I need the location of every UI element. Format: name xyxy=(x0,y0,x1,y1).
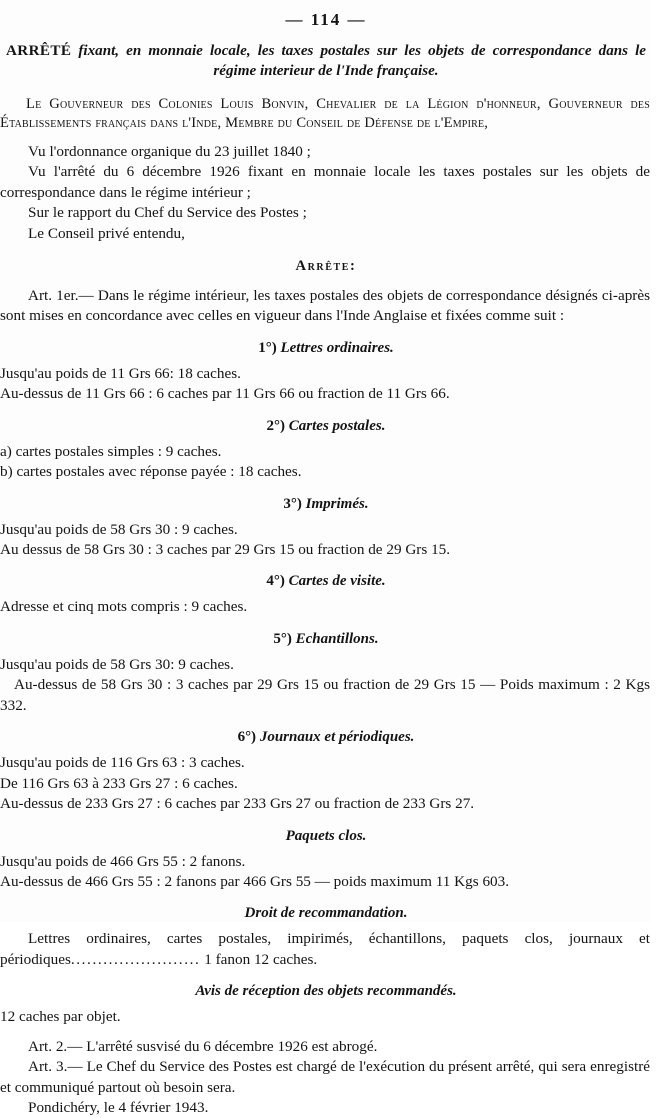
section-heading-cartes-de-visite xyxy=(0,573,652,590)
section-title: Paquets clos. xyxy=(285,827,367,844)
tariff-line: Jusqu'au poids de 466 Grs 55 : 2 fanons. xyxy=(0,852,246,870)
tariff-line: b) cartes postales avec réponse payée : 18 caches. xyxy=(0,463,302,481)
article-2: Art. 2.— L'arrêté susvisé du 6 décembre 1926 est abrogé. xyxy=(28,1037,378,1055)
section-lines-cartes-de-visite xyxy=(0,597,652,617)
section-lines-journaux xyxy=(0,753,652,814)
document-title-rest: fixant, en monnaie locale, les taxes postales sur les objets de correspondance dans le régime interieur de l'Inde française. xyxy=(71,43,646,79)
tariff-line: Au-dessus de 11 Grs 66 : 6 caches par 11 Grs 66 ou fraction de 11 Grs 66. xyxy=(0,385,450,403)
section-heading-journaux xyxy=(0,729,652,746)
section-number: 1°) xyxy=(258,339,277,356)
recommandation-fee-line xyxy=(0,929,652,970)
recital-4: Le Conseil privé entendu, xyxy=(28,224,185,242)
section-lines-avis-de-reception xyxy=(0,1007,652,1027)
section-heading-avis-de-reception xyxy=(0,983,652,1000)
recommandation-price: 1 fanon 12 caches. xyxy=(200,950,318,968)
section-title: Imprimés. xyxy=(305,495,369,512)
recital-1: Vu l'ordonnance organique du 23 juillet 1840 ; xyxy=(28,142,311,160)
document-title-lead: ARRÊTÉ xyxy=(6,43,72,59)
place-and-date: Pondichéry, le 4 février 1943. xyxy=(28,1099,209,1117)
section-lines-echantillons xyxy=(0,655,652,716)
tariff-line: Adresse et cinq mots compris : 9 caches. xyxy=(0,598,248,616)
section-heading-paquets-clos xyxy=(0,828,652,845)
recital-2: Vu l'arrêté du 6 décembre 1926 fixant en monnaie locale les taxes postales sur les objets de correspondance dans le régime intérieur ; xyxy=(0,163,650,201)
section-lines-cartes-postales xyxy=(0,442,652,483)
section-heading-echantillons xyxy=(0,631,652,648)
tariff-line: a) cartes postales simples : 9 caches. xyxy=(0,442,222,460)
section-number: 5°) xyxy=(273,630,292,647)
section-title: Journaux et périodiques. xyxy=(259,729,415,746)
tariff-line: Jusqu'au poids de 116 Grs 63 : 3 caches. xyxy=(0,754,245,772)
section-lines-paquets-clos xyxy=(0,852,652,893)
document-title xyxy=(0,42,652,82)
section-lines-lettres-ordinaires xyxy=(0,364,652,405)
recommandation-text: Lettres ordinaires, cartes postales, impirimés, échantillons, paquets clos, journaux et périodiques xyxy=(0,930,650,968)
section-title: Cartes postales. xyxy=(288,417,386,434)
tariff-line: Jusqu'au poids de 58 Grs 30 : 9 caches. xyxy=(0,520,238,538)
tariff-line: Au-dessus de 233 Grs 27 : 6 caches par 233 Grs 27 ou fraction de 233 Grs 27. xyxy=(0,795,475,813)
section-heading-droit-de-recommandation xyxy=(0,905,652,922)
section-heading-cartes-postales xyxy=(0,418,652,435)
section-heading-lettres-ordinaires xyxy=(0,340,652,357)
section-heading-imprimes xyxy=(0,496,652,513)
section-number: 4°) xyxy=(266,573,285,590)
section-title: Cartes de visite. xyxy=(288,573,386,590)
section-number: 3°) xyxy=(283,495,302,512)
page-folio: — 114 — xyxy=(285,10,367,29)
tariff-line: Jusqu'au poids de 11 Grs 66: 18 caches. xyxy=(0,364,241,382)
article-1: Art. 1er.— Dans le régime intérieur, les taxes postales des objets de correspondance désignés ci-après sont mises en concordance avec celles en vigueur dans l'Inde Anglaise et fixées comme suit : xyxy=(0,286,650,325)
section-title: Lettres ordinaires. xyxy=(280,339,394,356)
recital-3: Sur le rapport du Chef du Service des Postes ; xyxy=(28,204,307,222)
section-title: Avis de réception des objets recommandés. xyxy=(195,983,457,1000)
tariff-line: Jusqu'au poids de 58 Grs 30: 9 caches. xyxy=(0,655,234,673)
tariff-line: Au-dessus de 466 Grs 55 : 2 fanons par 466 Grs 55 — poids maximum 11 Kgs 603. xyxy=(0,872,510,890)
article-3: Art. 3.— Le Chef du Service des Postes est chargé de l'exécution du présent arrêté, qui sera enregistré et communiqué partout où besoin sera. xyxy=(0,1058,650,1096)
dot-leader: ........................ xyxy=(70,950,201,968)
tariff-line: De 116 Grs 63 à 233 Grs 27 : 6 caches. xyxy=(0,774,238,792)
tariff-line: Au-dessus de 58 Grs 30 : 3 caches par 29 Grs 15 ou fraction de 29 Grs 15 — Poids maximum : 2 Kgs 332. xyxy=(0,676,650,714)
tariff-line: 12 caches par objet. xyxy=(0,1008,121,1026)
section-lines-imprimes xyxy=(0,520,652,561)
section-title: Echantillons. xyxy=(295,630,379,647)
preamble-authority: Le Gouverneur des Colonies Louis Bonvin, Chevalier de la Légion d'honneur, Gouverneur des Établissements français dans l'Inde, Membre du Conseil de Défense de l'Empire, xyxy=(0,95,650,131)
enacting-clause: Arrête: xyxy=(295,257,357,274)
section-number: 2°) xyxy=(266,417,286,434)
tariff-line: Au dessus de 58 Grs 30 : 3 caches par 29 Grs 15 ou fraction de 29 Grs 15. xyxy=(0,541,451,559)
section-number: 6°) xyxy=(237,729,257,746)
section-title: Droit de recommandation. xyxy=(244,905,408,922)
